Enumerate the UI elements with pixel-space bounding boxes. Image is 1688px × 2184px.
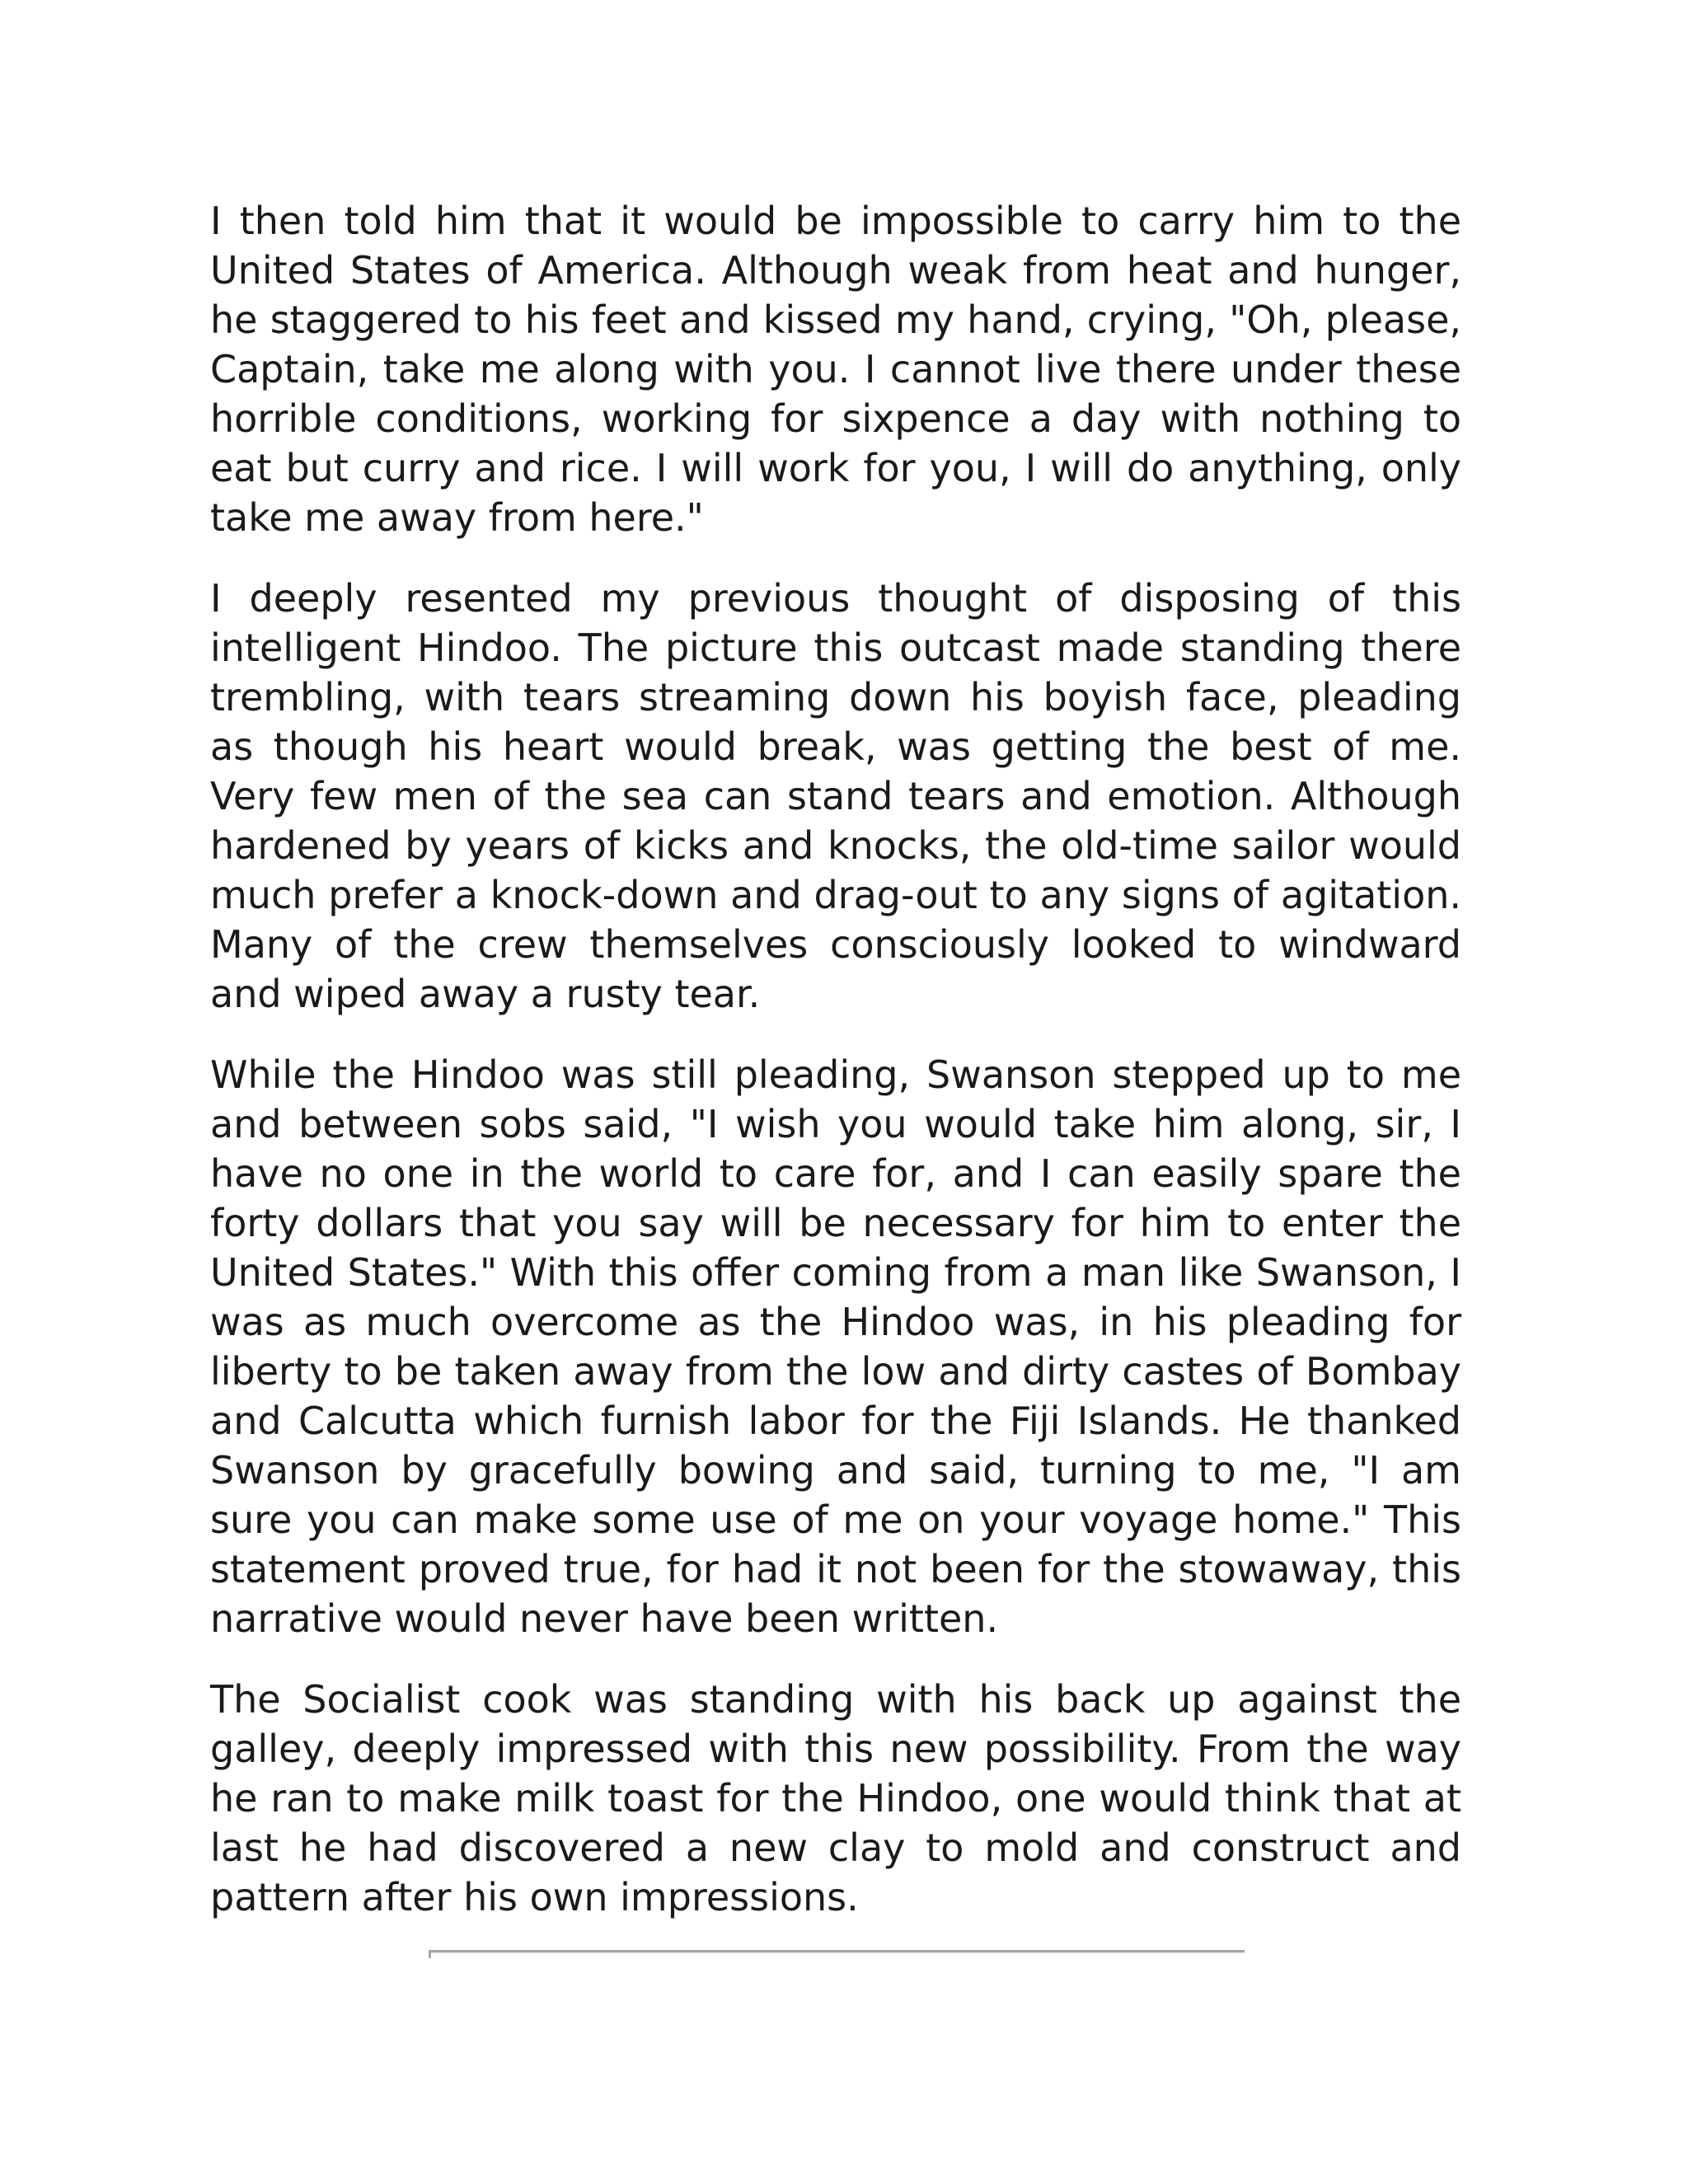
paragraph-2: I deeply resented my previous thought of disposing of this intelligent Hindoo. The picture this outcast made standing there trembling, with tears streaming down his boyish face, pleading as though his heart would break, was getting the best of me. Very few men of the sea can stand tears and emotion. Although hardened by years of kicks and knocks, the old-time sailor would much prefer a knock-down and drag-out to any signs of agitation. Many of the crew themselves consciously looked to windward and wiped away a rusty tear. [210,576,1461,1016]
paragraph-1: I then told him that it would be impossible to carry him to the United States of America. Although weak from heat and hunger, he staggered to his feet and kissed my hand, crying, "Oh, please, Captain, take me along with you. I cannot live there under these horrible conditions, working for sixpence a day with nothing to eat but curry and rice. I will work for you, I will do anything, only take me away from here." [210,199,1461,540]
horizontal-rule [429,1950,1245,1953]
paragraph-4: The Socialist cook was standing with his back up against the galley, deeply impressed with this new possibility. From the way he ran to make milk toast for the Hindoo, one would think that at last he had discovered a new clay to mold and construct and pattern after his own impressions. [210,1677,1461,1919]
body-text [210,196,1461,1953]
horizontal-rule-end-tick [429,1950,431,1958]
paragraph-3: While the Hindoo was still pleading, Swanson stepped up to me and between sobs said, "I wish you would take him along, sir, I have no one in the world to care for, and I can easily spare the forty dollars that you say will be necessary for him to enter the United States." With this offer coming from a man like Swanson, I was as much overcome as the Hindoo was, in his pleading for liberty to be taken away from the low and dirty castes of Bombay and Calcutta which furnish labor for the Fiji Islands. He thanked Swanson by gracefully bowing and said, turning to me, "I am sure you can make some use of me on your voyage home." This statement proved true, for had it not been for the stowaway, this narrative would never have been written. [210,1052,1461,1641]
